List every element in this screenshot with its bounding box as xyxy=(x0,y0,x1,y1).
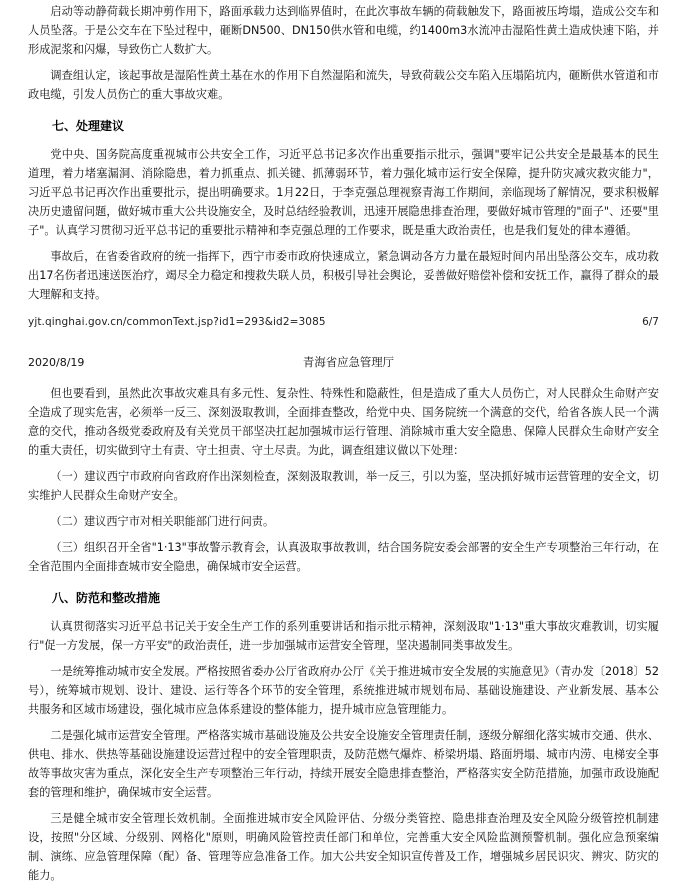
header-title: 青海省应急管理厅 xyxy=(302,355,395,369)
section-heading: 七、处理建议 xyxy=(52,119,125,133)
paragraph: （二）建议西宁市对相关职能部门进行问责。 xyxy=(50,515,275,528)
header-date: 2020/8/19 xyxy=(28,356,85,369)
page1-body xyxy=(0,0,687,304)
paragraph: （一）建议西宁市政府向省政府作出深刻检查，深刻汲取教训，举一反三，引以为鉴，坚决抓好城市运营管理的安全文，切实维护人民群众生命财产安全。 xyxy=(28,470,659,502)
page-footer xyxy=(0,316,687,328)
paragraph: 一是统筹推动城市安全发展。严格按照省委办公厅省政府办公厅《关于推进城市安全发展的实施意见》（青办发〔2018〕52号），统筹城市规划、设计、建设、运行等各个环节的安全管理，系统推进城市规划布局、基础设施建设、产业新发展、基本公共服务和区域市场建设，强化城市应急体系建设的整体能力，提升城市应急管理能力。 xyxy=(28,665,659,716)
paragraph: 认真贯彻落实习近平总书记关于安全生产工作的系列重要讲话和指示批示精神，深刻汲取"1·13"重大事故灾难教训，切实履行"促一方发展，保一方平安"的政治责任，进一步加强城市运营安全管理，坚决遏制同类事故发生。 xyxy=(28,620,659,652)
page-header xyxy=(0,354,687,370)
paragraph: 党中央、国务院高度重视城市公共安全工作，习近平总书记多次作出重要指示批示，强调"要牢记公共安全是最基本的民生道理，着力堵塞漏洞、消除隐患，着力抓重点、抓关键、抓薄弱环节，着力强化城市运行安全保障，提升防灾减灾救灾能力"，习近平总书记再次作出重要批示，提出明确要求。1月22日，于李克强总理视察青海工作期间，亲临现场了解情况，要求积极解决历史遗留问题，做好城市重大公共设施安全，及时总结经验教训，迅速开展隐患排查治理，要做好城市管理的"面子"、还要"里子"。认真学习贯彻习近平总书记的重要批示精神和李克强总理的工作要求，既是重大政治责任，也是我们复处的律本遵循。 xyxy=(28,148,659,237)
paragraph: 调查组认定，该起事故是湿陷性黄土基在水的作用下自然湿陷和流失，导致荷载公交车陷入压塌陷坑内，砸断供水管道和市政电缆，引发人员伤亡的重大事故灾难。 xyxy=(28,69,659,101)
footer-url: yjt.qinghai.gov.cn/commonText.jsp?id1=293&id2=3085 xyxy=(28,316,326,328)
paragraph: 但也要看到，虽然此次事故灾难具有多元性、复杂性、特殊性和隐蔽性，但是造成了重大人员伤亡，对人民群众生命财产安全造成了现实危害，必须举一反三、深刻汲取教训，全面排查整改，给党中央、国务院统一个满意的交代，给省各族人民一个满意的交代，推动各级党委政府及有关党员干部坚决扛起加强城市运行管理、消除城市重大安全隐患、保障人民群众生命财产安全的重大责任，切实做到守土有责、守土担责、守土尽责。为此，调查组建议做以下处理： xyxy=(28,387,659,457)
paragraph: 事故后，在省委省政府的统一指挥下，西宁市委市政府快速成立，紧急调动各方力量在最短时间内吊出坠落公交车，成功救出17名伤者迅速送医治疗，竭尽全力稳定和搜救失联人员，积极引导社会舆论，妥善做好赔偿补偿和安抚工作，赢得了群众的最大理解和支持。 xyxy=(28,250,659,301)
paragraph: 二是强化城市运营安全管理。严格落实城市基础设施及公共安全设施安全管理责任制，逐级分解细化落实城市交通、供水、供电、排水、供热等基础设施建设运营过程中的安全管理职责，及防范燃气爆炸、桥梁坍塌、路面坍塌、城市内涝、电梯安全事故等事故灾害为重点，深化安全生产专项整治三年行动，持续开展安全隐患排查整治，严格落实安全防范措施，加强市政设施配套的管理和维护，确保城市安全运营。 xyxy=(28,729,659,799)
section-heading: 八、防范和整改措施 xyxy=(52,591,161,605)
page-break xyxy=(0,328,687,354)
paragraph: （三）组织召开全省"1·13"事故警示教育会，认真汲取事故教训，结合国务院安委会部署的安全生产专项整治三年行动，在全省范围内全面排查城市安全隐患，确保城市安全运营。 xyxy=(28,541,659,573)
footer-page-number: 6/7 xyxy=(642,316,659,328)
page2-body xyxy=(0,384,687,885)
paragraph: 启动等动静荷载长期冲剪作用下，路面承载力达到临界值时，在此次事故车辆的荷载触发下，路面被压垮塌，造成公交车和人员坠落。于是公交车在下坠过程中，砸断DN500、DN150供水管和电缆，约1400m3水流冲击湿陷性黄土造成快速下陷，并形成泥浆和闪爆，导致伤亡人数扩大。 xyxy=(28,5,659,56)
paragraph: 三是健全城市安全管理长效机制。全面推进城市安全风险评估、分级分类管控、隐患排查治理及安全风险分级管控机制建设，按照"分区域、分级别、网格化"原则，明确风险管控责任部门和单位，完善重大安全风险监测预警机制。强化应急预案编制、演练、应急管理保障（配）备、管理等应急准备工作。加大公共安全知识宣传普及工作，增强城乡居民识灾、辨灾、防灾的能力。 xyxy=(28,812,659,882)
